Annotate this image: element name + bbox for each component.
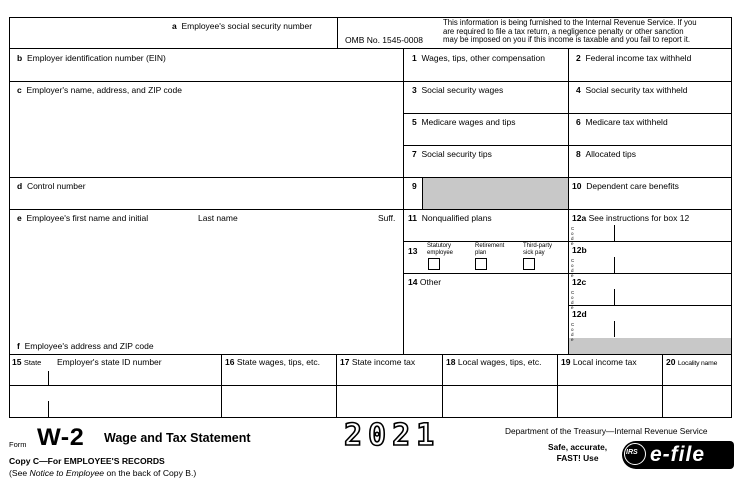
box1-field[interactable]: [404, 64, 567, 80]
form-row-line-5: [9, 177, 732, 178]
box17-field-2[interactable]: [337, 386, 441, 416]
employer-address-field[interactable]: [10, 96, 402, 176]
box-f-label: f Employee's address and ZIP code: [17, 341, 154, 351]
form-row-line-2: [9, 81, 732, 82]
box-d-label: d Control number: [17, 181, 86, 191]
box11-label: 11 Nonqualified plans: [408, 213, 492, 223]
box15-state-field-2[interactable]: [10, 386, 220, 416]
form-row-line-6: [9, 209, 732, 210]
box2-label: 2 Federal income tax withheld: [576, 53, 692, 63]
third-party-sick-pay-label: Third-party sick pay: [523, 243, 553, 256]
form-word: Form: [9, 440, 27, 449]
box12a-label: 12a See instructions for box 12: [572, 213, 690, 223]
copy-c-label: Copy C—For EMPLOYEE'S RECORDS: [9, 456, 165, 466]
box17-label: 17 State income tax: [340, 357, 416, 367]
box11-field[interactable]: [404, 224, 567, 240]
box20-field-1[interactable]: [663, 369, 730, 384]
retirement-plan-checkbox[interactable]: [475, 258, 487, 270]
box20-label: 20 Locality name: [666, 357, 718, 367]
box9-label: 9: [412, 181, 417, 191]
box8-label: 8 Allocated tips: [576, 149, 637, 159]
box5-label: 5 Medicare wages and tips: [412, 117, 516, 127]
statutory-employee-label: Statutory employee: [427, 243, 454, 256]
irs-efile-logo: [622, 441, 734, 469]
statutory-employee-checkbox[interactable]: [428, 258, 440, 270]
box9-shaded: [423, 178, 568, 209]
box13-label: 13: [408, 246, 418, 256]
box16-field-2[interactable]: [222, 386, 335, 416]
box12d-code-label: C o d e: [571, 322, 575, 342]
box19-field-1[interactable]: [558, 369, 661, 384]
box15-label: 15 State: [12, 357, 42, 367]
box6-field[interactable]: [569, 128, 731, 144]
see-notice-label: (See Notice to Employee on the back of Copy B.): [9, 468, 197, 478]
box4-label: 4 Social security tax withheld: [576, 85, 688, 95]
box12b-field[interactable]: [578, 257, 730, 273]
box15-state-id-label: Employer's state ID number: [57, 357, 162, 367]
box16-label: 16 State wages, tips, etc.: [225, 357, 320, 367]
third-party-sick-pay-checkbox[interactable]: [523, 258, 535, 270]
box12a-code-label: C o d e: [571, 226, 575, 246]
box18-field-2[interactable]: [443, 386, 556, 416]
box4-field[interactable]: [569, 96, 731, 112]
form-title: Wage and Tax Statement: [104, 431, 251, 445]
box8-field[interactable]: [569, 160, 731, 176]
box12b-code-label: C o d e: [571, 258, 575, 278]
form-row-line-8: [403, 273, 568, 274]
omb-number: OMB No. 1545-0008: [345, 35, 423, 45]
box19-field-2[interactable]: [558, 386, 661, 416]
box-e-suffix-label: Suff.: [378, 213, 396, 223]
box12a-field[interactable]: [578, 225, 730, 241]
form-name: W-2: [37, 424, 85, 451]
form-row-line-9: [9, 354, 732, 355]
irs-text: IRS: [626, 449, 638, 456]
box-c-label: c Employer's name, address, and ZIP code: [17, 85, 182, 95]
box18-field-1[interactable]: [443, 369, 556, 384]
form-row-line-12d: [568, 305, 732, 306]
form-row-line-12c: [568, 273, 732, 274]
box3-field[interactable]: [404, 96, 567, 112]
tax-year: 2021: [344, 418, 441, 453]
employee-name-field[interactable]: [10, 224, 402, 336]
box12c-code-label: C o d e: [571, 290, 575, 310]
box3-label: 3 Social security wages: [412, 85, 504, 95]
box1-label: 1 Wages, tips, other compensation: [412, 53, 545, 63]
box12b-label: 12b: [572, 245, 587, 255]
irs-notice: This information is being furnished to the Internal Revenue Service. If you are required to file a tax return, a negligence penalty or other sanction may be imposed on you if this income is taxable and you fail to report it.: [443, 18, 697, 45]
ssn-label: a Employee's social security number: [172, 21, 313, 31]
box12c-label: 12c: [572, 277, 587, 287]
box10-label: 10 Dependent care benefits: [572, 181, 679, 191]
box20-field-2[interactable]: [663, 386, 730, 416]
box18-label: 18 Local wages, tips, etc.: [446, 357, 542, 367]
box14-label: 14 Other: [408, 277, 442, 287]
box2-field[interactable]: [569, 64, 731, 80]
ssn-field[interactable]: [10, 30, 336, 47]
box7-label: 7 Social security tips: [412, 149, 492, 159]
form-row-line-1: [9, 48, 732, 49]
ein-field[interactable]: [10, 64, 402, 80]
efile-text: e‑file: [650, 443, 706, 466]
form-right-border: [731, 17, 732, 417]
box12d-field[interactable]: [578, 321, 730, 337]
box15-state-field-1[interactable]: [10, 369, 220, 384]
box10-field[interactable]: [569, 192, 731, 208]
box12d-label: 12d: [572, 309, 587, 319]
box-e-label: e Employee's first name and initial: [17, 213, 149, 223]
box6-label: 6 Medicare tax withheld: [576, 117, 668, 127]
department-label: Department of the Treasury—Internal Revenue Service: [505, 426, 708, 436]
box7-field[interactable]: [404, 160, 567, 176]
box19-label: 19 Local income tax: [561, 357, 637, 367]
box5-field[interactable]: [404, 128, 567, 144]
control-number-field[interactable]: [10, 192, 402, 208]
box14-field[interactable]: [404, 288, 567, 353]
box-b-label: b Employer identification number (EIN): [17, 53, 166, 63]
safe-accurate-text: Safe, accurate, FAST! Use: [548, 442, 608, 463]
box12d-shaded-strip: [569, 338, 731, 354]
box16-field-1[interactable]: [222, 369, 335, 384]
box-e-last-name-label: Last name: [198, 213, 238, 223]
box17-field-1[interactable]: [337, 369, 441, 384]
box12c-field[interactable]: [578, 289, 730, 305]
ssn-divider: [337, 17, 338, 48]
retirement-plan-label: Retirement plan: [475, 243, 505, 256]
